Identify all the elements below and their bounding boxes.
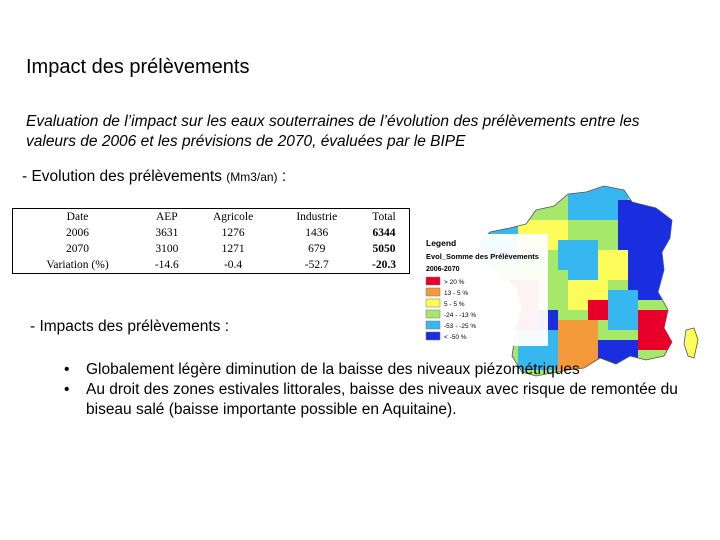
cell-total: -20.3 bbox=[359, 257, 410, 274]
header-aep: AEP bbox=[142, 209, 191, 226]
impacts-heading: - Impacts des prélèvements : bbox=[30, 318, 229, 335]
table-header-row bbox=[13, 209, 410, 226]
cell-agricole: 1276 bbox=[221, 227, 245, 239]
france-withdrawals-map bbox=[418, 180, 714, 390]
legend-swatch bbox=[426, 277, 440, 285]
evolution-colon: : bbox=[281, 168, 287, 185]
legend-label: < -50 % bbox=[444, 334, 467, 341]
header-agricole: Agricole bbox=[192, 209, 275, 226]
header-date: Date bbox=[13, 209, 143, 226]
table-row bbox=[13, 257, 410, 274]
legend-period: 2006-2070 bbox=[426, 266, 460, 273]
cell-date: Variation (%) bbox=[13, 257, 143, 274]
cell-total: 6344 bbox=[359, 225, 410, 241]
legend-layer: Evol_Somme des Prélèvements bbox=[426, 252, 539, 261]
cell-aep: -14.6 bbox=[142, 257, 191, 274]
corsica-shape bbox=[684, 328, 698, 358]
legend-swatch bbox=[426, 288, 440, 296]
list-item-text: Au droit des zones estivales littorales, baisse des niveaux avec risque de remontée du biseau salé (baisse importante possible en Aquitaine). bbox=[86, 381, 678, 418]
list-item bbox=[64, 380, 684, 420]
list-item-text: Globalement légère diminution de la baisse des niveaux piézométriques bbox=[86, 361, 580, 378]
evolution-heading bbox=[22, 168, 286, 186]
evolution-unit: (Mm3/an) bbox=[226, 170, 278, 184]
cell-aep: 3631 bbox=[155, 227, 179, 239]
cell-agricole: 1271 bbox=[221, 243, 245, 255]
table-row bbox=[13, 241, 410, 257]
legend-swatch bbox=[426, 299, 440, 307]
bullet-icon: • bbox=[64, 381, 70, 398]
cell-date: 2006 bbox=[13, 225, 143, 241]
bullet-icon: • bbox=[64, 361, 70, 378]
legend-label: > 20 % bbox=[444, 279, 465, 286]
cell-agricole: -0.4 bbox=[192, 257, 275, 274]
cell-total: 5050 bbox=[359, 241, 410, 257]
legend-label: 5 - 5 % bbox=[444, 301, 465, 308]
list-item bbox=[64, 360, 684, 380]
legend-label: -24 - -13 % bbox=[444, 312, 477, 319]
cell-date: 2070 bbox=[13, 241, 143, 257]
legend-label: 13 - 5 % bbox=[444, 290, 469, 297]
subtitle: Evaluation de l’impact sur les eaux souterraines de l’évolution des prélèvements entre les valeurs de 2006 et les prévisions de 2070, évaluées par le BIPE bbox=[26, 113, 640, 150]
legend-swatch bbox=[426, 332, 440, 340]
cell-industrie: -52.7 bbox=[275, 257, 359, 274]
page-title: Impact des prélèvements bbox=[26, 56, 250, 78]
legend-title: Legend bbox=[426, 238, 457, 248]
impacts-list bbox=[64, 360, 684, 420]
legend-swatch bbox=[426, 310, 440, 318]
evolution-heading-text: - Evolution des prélèvements bbox=[22, 168, 222, 185]
cell-industrie: 1436 bbox=[305, 227, 329, 239]
withdrawals-table bbox=[12, 208, 410, 274]
table-row bbox=[13, 225, 410, 241]
cell-industrie: 679 bbox=[308, 243, 326, 255]
header-industrie: Industrie bbox=[275, 209, 359, 226]
cell-aep: 3100 bbox=[155, 243, 179, 255]
header-total: Total bbox=[359, 209, 410, 226]
legend-swatch bbox=[426, 321, 440, 329]
legend-label: -53 - -25 % bbox=[444, 323, 477, 330]
